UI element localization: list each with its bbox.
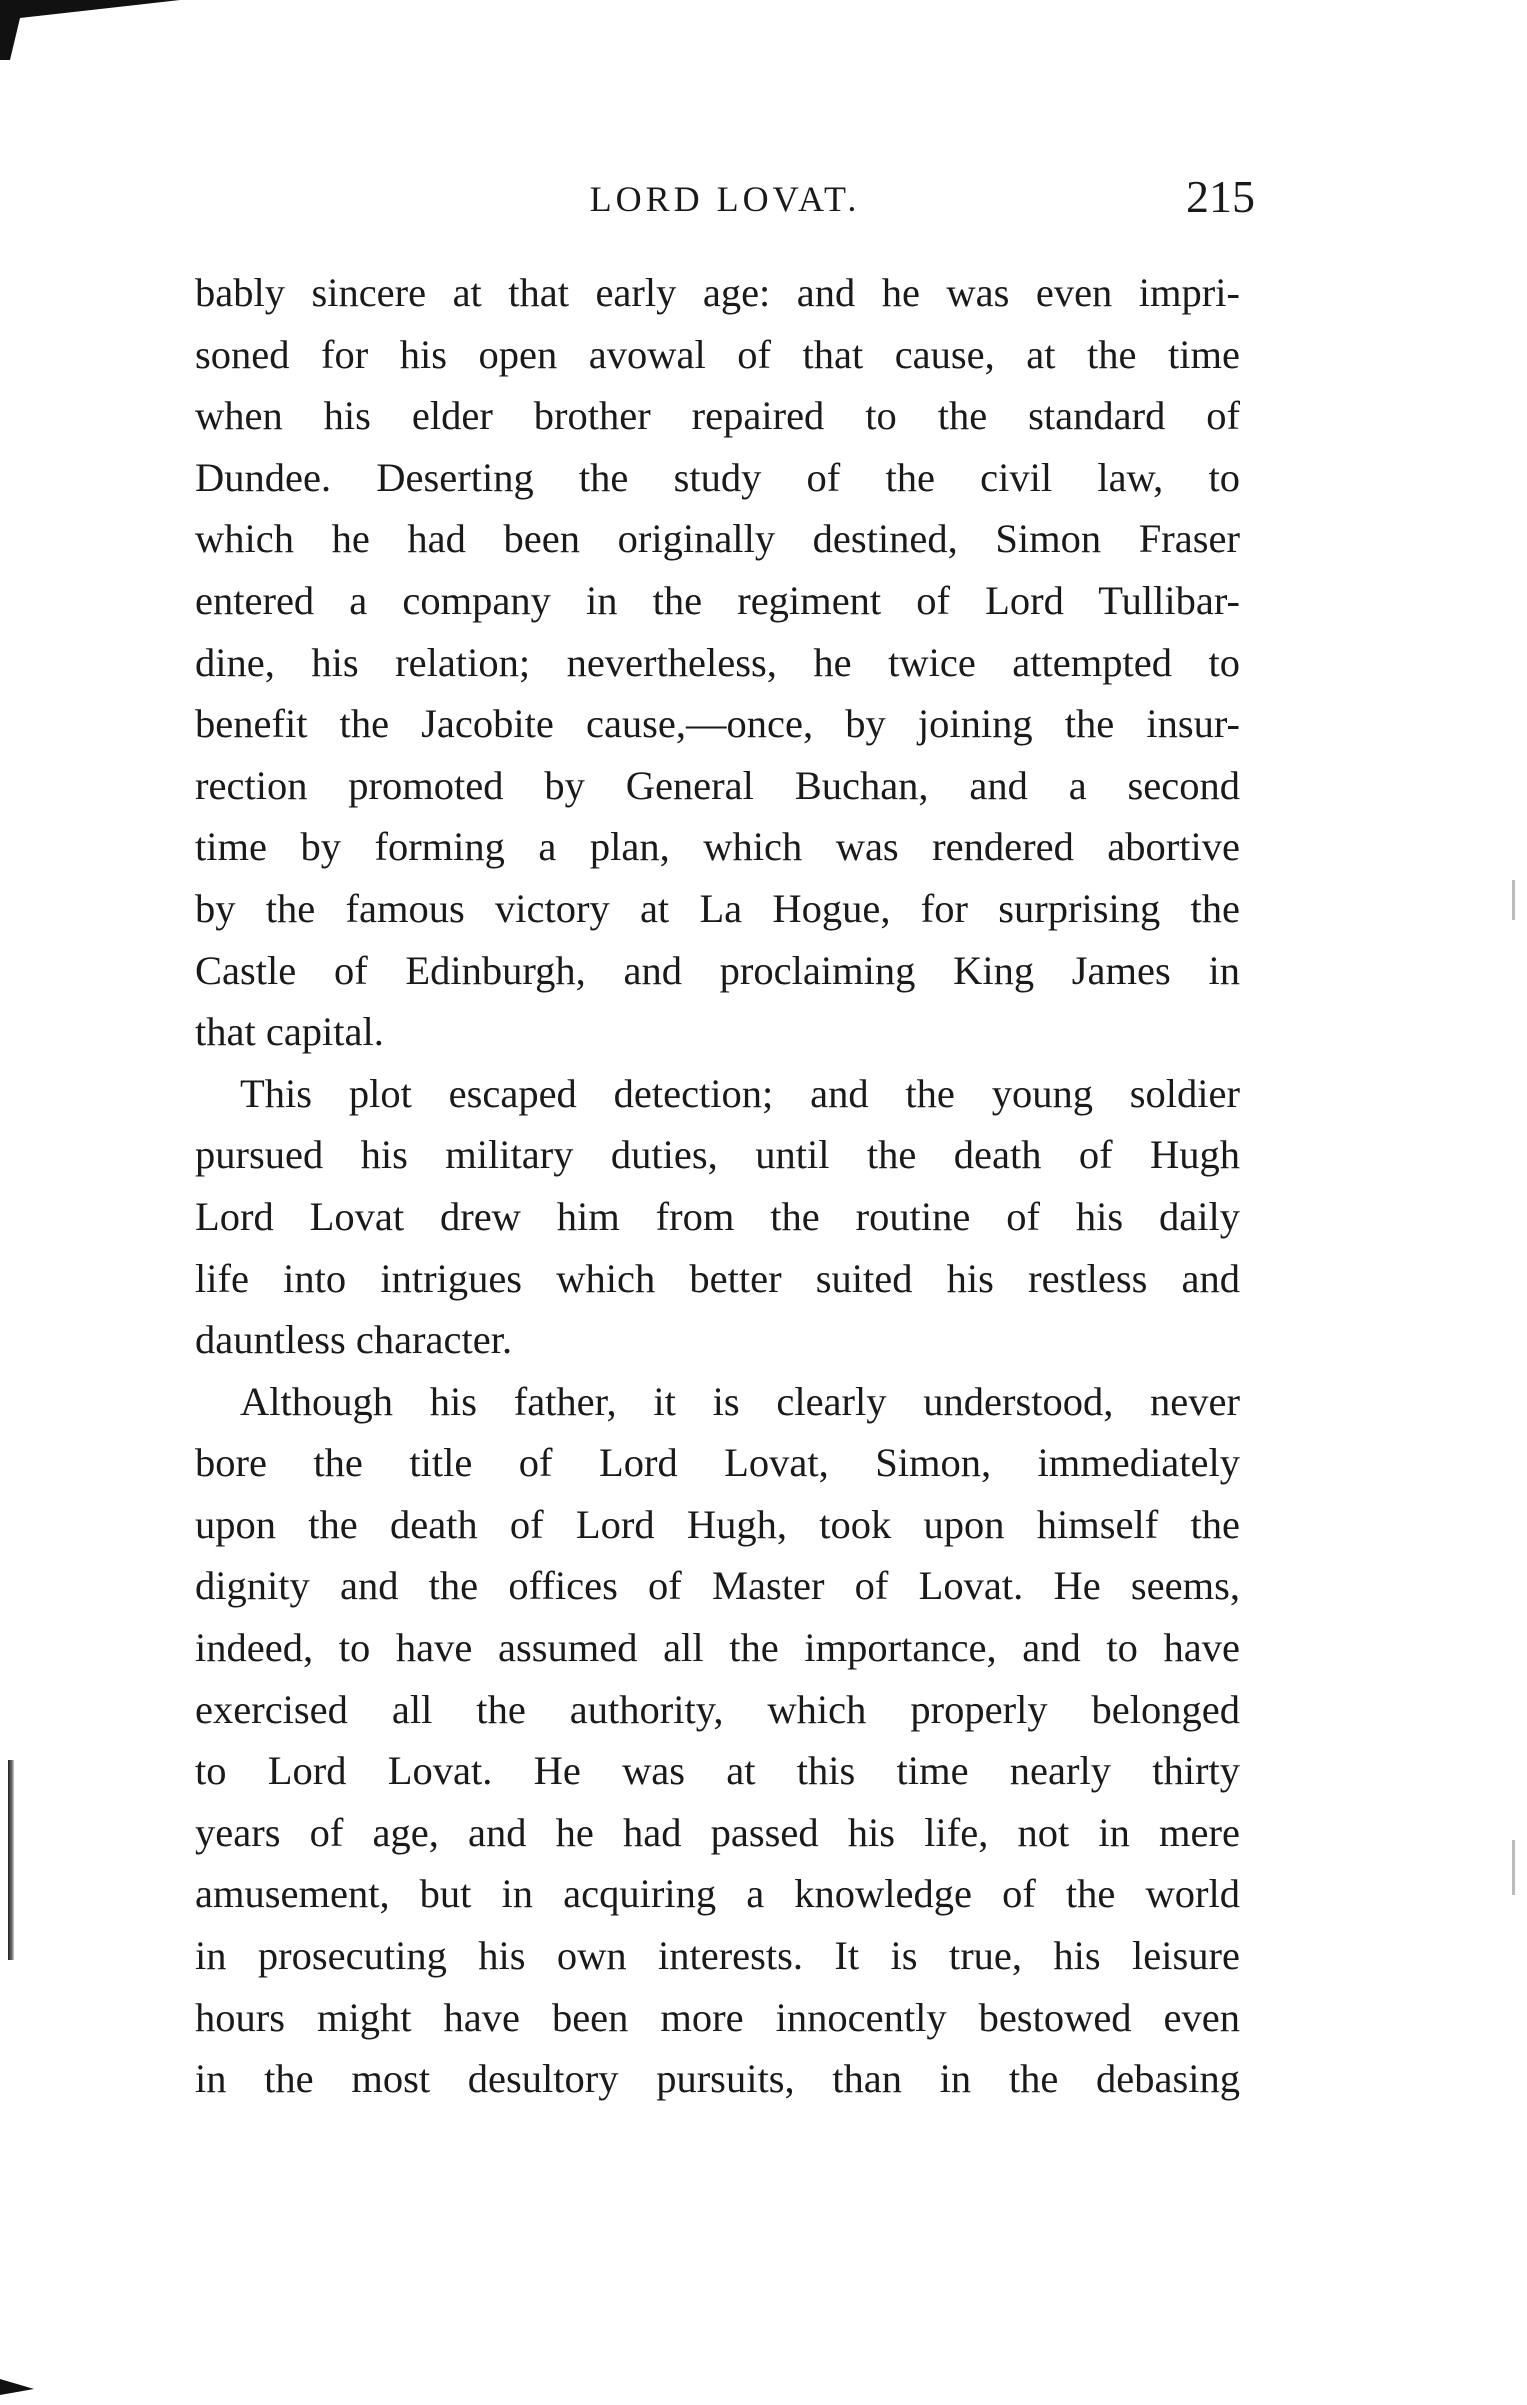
text-line: Lord Lovat drew him from the routine of his daily: [195, 1193, 1240, 1239]
paragraph-end-line: that capital.: [195, 1009, 384, 1055]
scan-speck: [1512, 1840, 1515, 1895]
text-line: indeed, to have assumed all the importance, and to have: [195, 1625, 1240, 1671]
text-line: time by forming a plan, which was rendered abortive: [195, 824, 1240, 870]
running-head: LORD LOVAT.: [589, 179, 861, 219]
paragraph-start-line: Although his father, it is clearly understood, never: [240, 1378, 1240, 1424]
text-line: dignity and the offices of Master of Lovat. He seems,: [195, 1563, 1240, 1609]
text-line: years of age, and he had passed his life, not in mere: [195, 1809, 1240, 1855]
page-header: [195, 170, 1255, 230]
text-line: in the most desultory pursuits, than in the debasing: [195, 2056, 1240, 2102]
text-line: hours might have been more innocently bestowed even: [195, 1994, 1240, 2040]
text-line: exercised all the authority, which properly belonged: [195, 1686, 1240, 1732]
paragraph-start-line: This plot escaped detection; and the young soldier: [240, 1070, 1240, 1116]
text-line: pursued his military duties, until the death of Hugh: [195, 1132, 1240, 1178]
text-line: amusement, but in acquiring a knowledge of the world: [195, 1871, 1240, 1917]
text-line: benefit the Jacobite cause,—once, by joining the insur-: [195, 701, 1240, 747]
paragraph-end-line: dauntless character.: [195, 1317, 513, 1363]
scan-pointer-artifact: [0, 2375, 40, 2397]
text-line: which he had been originally destined, Simon Fraser: [195, 516, 1240, 562]
text-line: to Lord Lovat. He was at this time nearly thirty: [195, 1748, 1240, 1794]
scan-speck: [1512, 880, 1515, 920]
text-line: bore the title of Lord Lovat, Simon, immediately: [195, 1440, 1240, 1486]
text-line: upon the death of Lord Hugh, took upon himself the: [195, 1501, 1240, 1547]
text-line: in prosecuting his own interests. It is true, his leisure: [195, 1933, 1240, 1979]
text-line: when his elder brother repaired to the standard of: [195, 393, 1240, 439]
text-line: rection promoted by General Buchan, and a second: [195, 762, 1240, 808]
binding-shadow: [8, 1760, 14, 1960]
text-line: bably sincere at that early age: and he was even impri-: [195, 270, 1240, 315]
page-number: 215: [1186, 171, 1255, 222]
text-line: entered a company in the regiment of Lord Tullibar-: [195, 577, 1240, 623]
text-line: Dundee. Deserting the study of the civil law, to: [195, 454, 1240, 500]
text-line: by the famous victory at La Hogue, for surprising the: [195, 885, 1240, 931]
text-line: dine, his relation; nevertheless, he twice attempted to: [195, 639, 1240, 685]
text-line: soned for his open avowal of that cause, at the time: [195, 331, 1240, 377]
body-text: [195, 262, 1240, 2110]
text-line: life into intrigues which better suited his restless and: [195, 1255, 1240, 1301]
text-line: Castle of Edinburgh, and proclaiming King James in: [195, 947, 1240, 993]
scan-corner-artifact: [0, 0, 180, 60]
